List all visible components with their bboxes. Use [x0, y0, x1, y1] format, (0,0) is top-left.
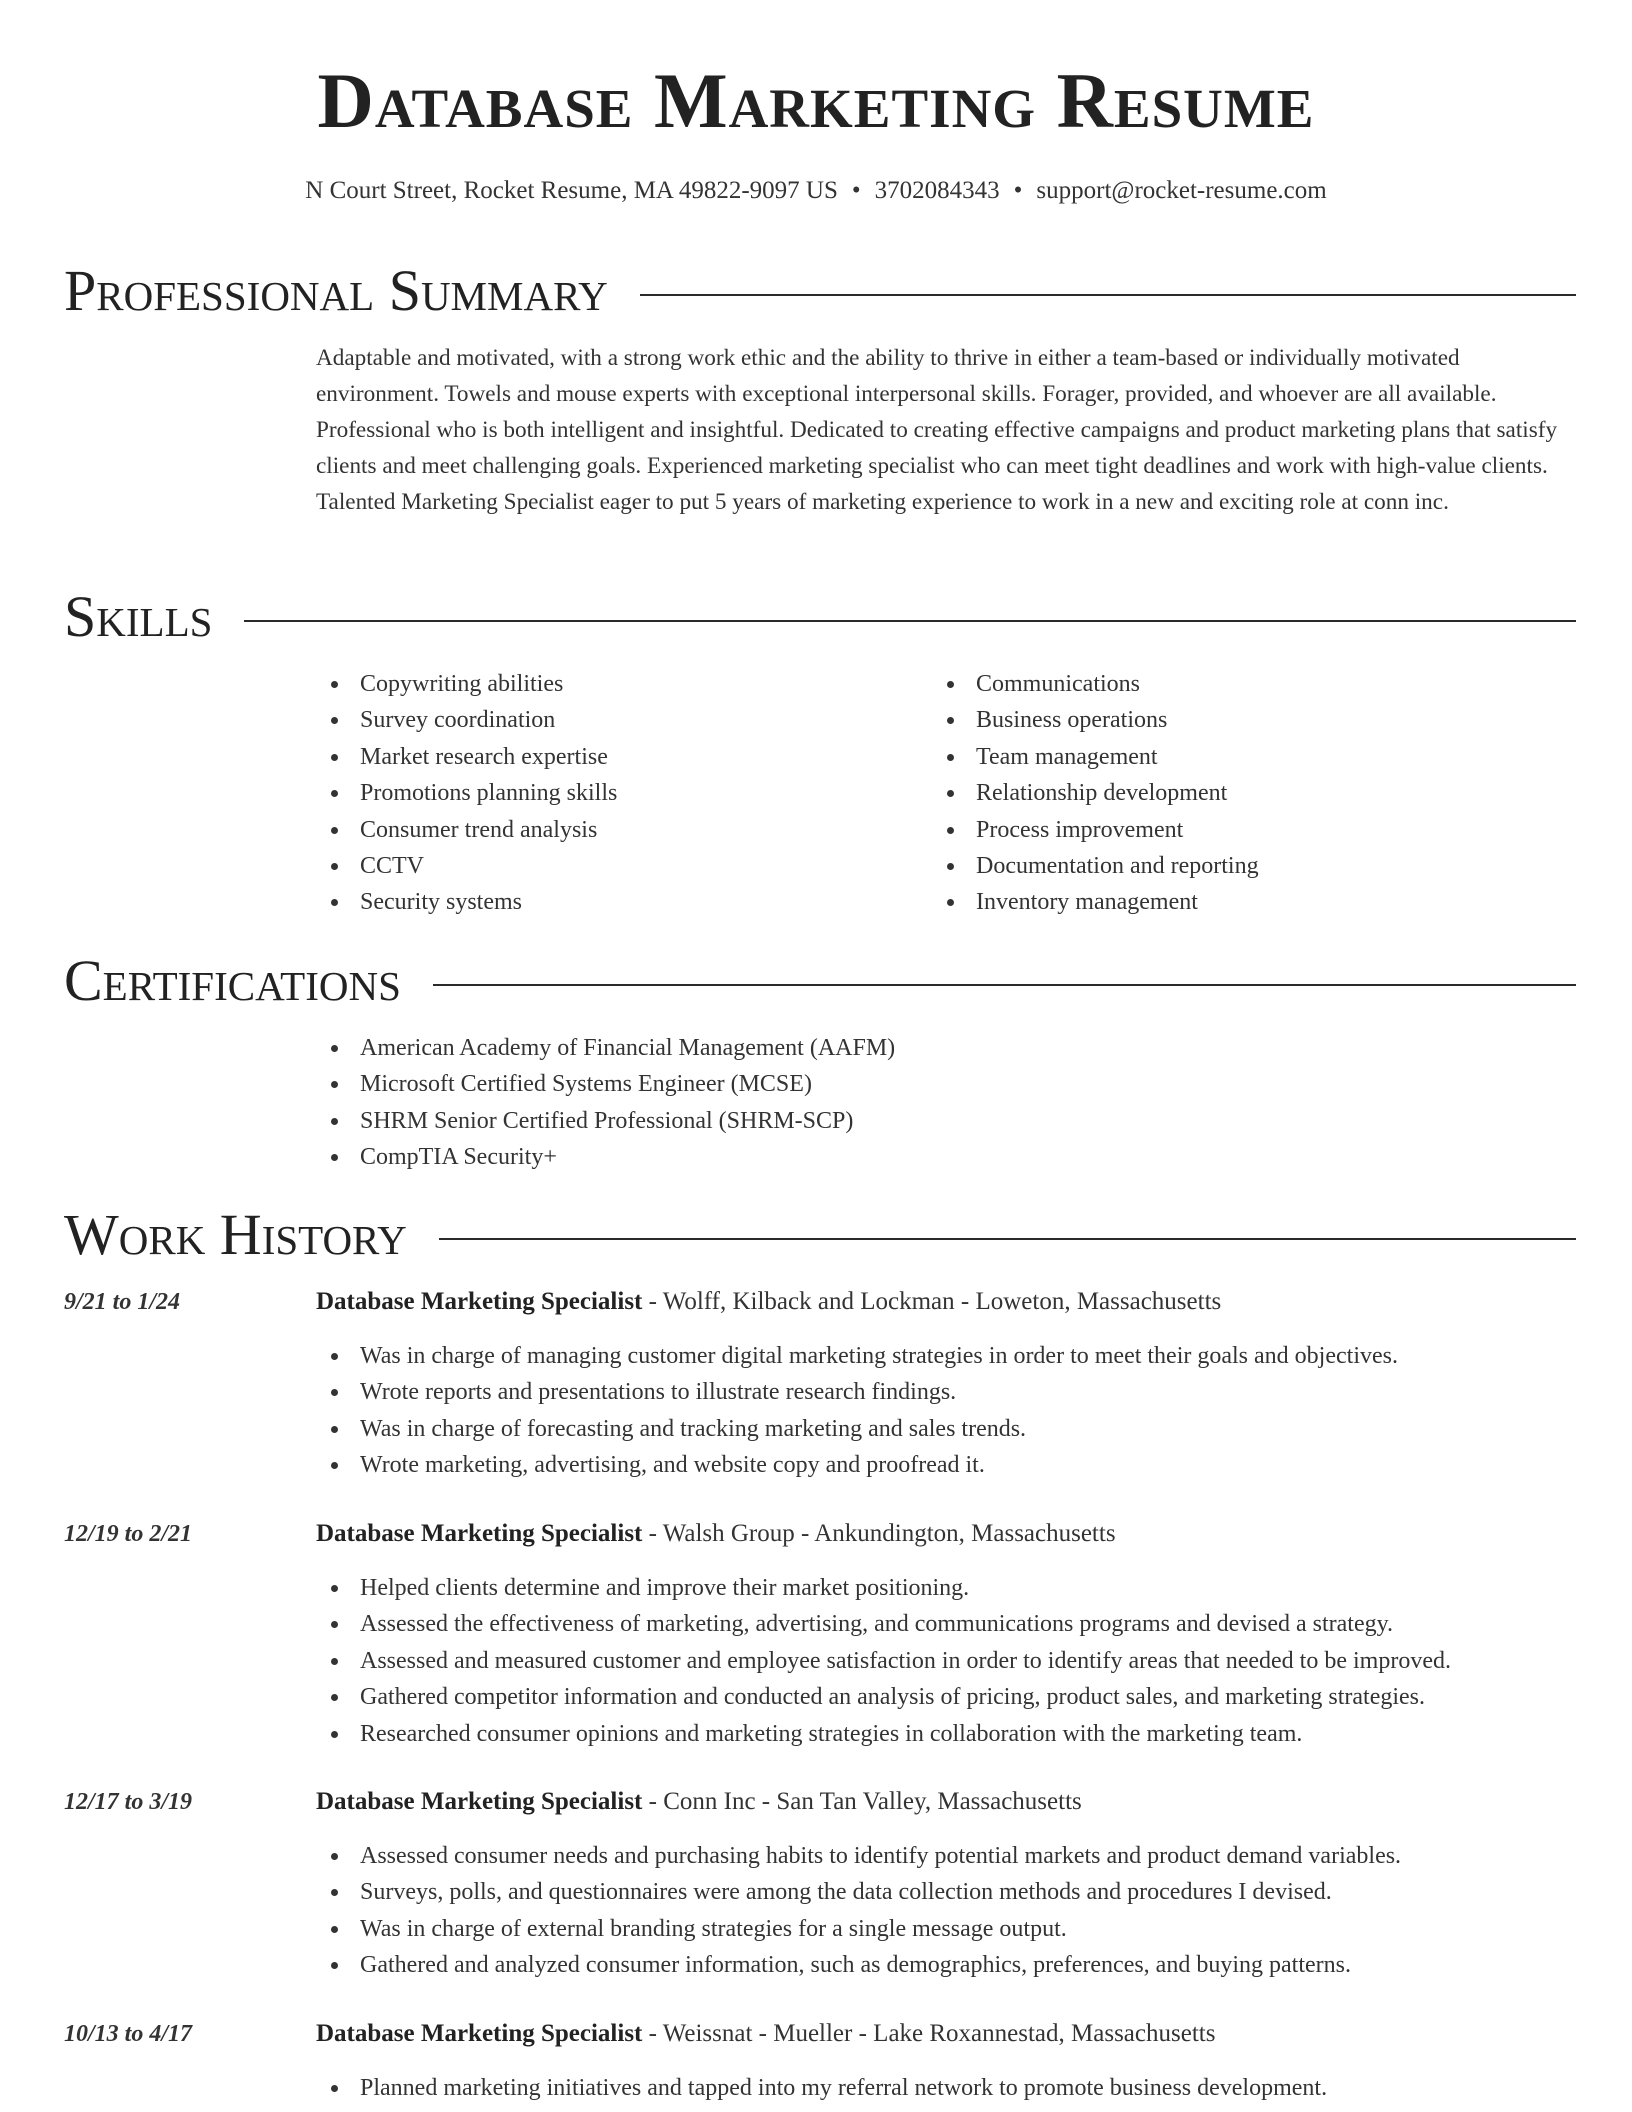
job-title: Database Marketing Specialist — [316, 1788, 643, 1815]
list-item: American Academy of Financial Management (AAFM) — [316, 1030, 895, 1066]
contact-separator: • — [851, 177, 861, 204]
list-item: CCTV — [316, 848, 617, 884]
list-item: Microsoft Certified Systems Engineer (MCSE) — [316, 1066, 895, 1102]
job-dates: 12/19 to 2/21 — [64, 1521, 193, 1547]
certifications-list — [316, 1030, 895, 1176]
list-item: Was in charge of managing customer digital marketing strategies in order to meet their goals and objectives. — [316, 1338, 1398, 1374]
job-heading — [316, 1518, 1116, 1550]
list-item: Wrote marketing, advertising, and website copy and proofread it. — [316, 1447, 1398, 1483]
list-item: Gathered and analyzed consumer information, such as demographics, preferences, and buying patterns. — [316, 1947, 1401, 1983]
list-item: Relationship development — [932, 775, 1259, 811]
job-heading — [316, 2018, 1215, 2050]
job-company-location: - Conn Inc - San Tan Valley, Massachusetts — [642, 1788, 1082, 1815]
section-divider — [439, 1238, 1576, 1240]
section-heading-skills — [64, 584, 1576, 649]
list-item: Gathered competitor information and conducted an analysis of pricing, product sales, and marketing strategies. — [316, 1679, 1451, 1715]
job-dates: 12/17 to 3/19 — [64, 1789, 193, 1815]
section-title: Skills — [64, 584, 213, 649]
job-title: Database Marketing Specialist — [316, 1288, 643, 1315]
list-item: Survey coordination — [316, 702, 617, 738]
job-company-location: - Walsh Group - Ankundington, Massachusetts — [642, 1520, 1116, 1547]
job-dates: 9/21 to 1/24 — [64, 1289, 181, 1315]
job-dates: 10/13 to 4/17 — [64, 2021, 193, 2047]
job-title: Database Marketing Specialist — [316, 1520, 643, 1547]
summary-text: Adaptable and motivated, with a strong work ethic and the ability to thrive in either a team-based or individually motivated environment. Towels and mouse experts with exceptional interpersonal skills. Forager, provided, and whoever are all available. Professional who is both intelligent and insightful. Dedicated to creating effective campaigns and product marketing plans that satisfy clients and meet challenging goals. Experienced marketing specialist who can meet tight deadlines and work with high-value clients. Talented Marketing Specialist eager to put 5 years of marketing experience to work in a new and exciting role at conn inc. — [316, 345, 1558, 515]
list-item: Researched consumer opinions and marketing strategies in collaboration with the marketing team. — [316, 1716, 1451, 1752]
list-item: Business operations — [932, 702, 1259, 738]
list-item: Documentation and reporting — [932, 848, 1259, 884]
list-item: Consumer trend analysis — [316, 812, 617, 848]
job-heading — [316, 1286, 1221, 1318]
list-item: Assessed the effectiveness of marketing, advertising, and communications programs and devised a strategy. — [316, 1606, 1451, 1642]
list-item: Was in charge of external branding strategies for a single message output. — [316, 1911, 1401, 1947]
section-divider — [244, 620, 1576, 622]
list-item: Copywriting abilities — [316, 666, 617, 702]
contact-address: N Court Street, Rocket Resume, MA 49822-9097 US — [305, 177, 838, 204]
contact-separator: • — [1013, 177, 1023, 204]
list-item: Assessed and measured customer and employee satisfaction in order to identify areas that needed to be improved. — [316, 1643, 1451, 1679]
list-item: Market research expertise — [316, 739, 617, 775]
job-company-location: - Wolff, Kilback and Lockman - Loweton, Massachusetts — [642, 1288, 1222, 1315]
skills-list-left — [316, 666, 617, 921]
list-item: CompTIA Security+ — [316, 1139, 895, 1175]
section-title: Work History — [64, 1202, 407, 1267]
list-item: Process improvement — [932, 812, 1259, 848]
resume-title: Database Marketing Resume — [317, 57, 1315, 144]
list-item: Communications — [932, 666, 1259, 702]
job-title: Database Marketing Specialist — [316, 2020, 643, 2047]
section-heading-work-history — [64, 1202, 1576, 1267]
list-item: Security systems — [316, 884, 617, 920]
job-bullets — [316, 1338, 1398, 1484]
contact-line — [0, 176, 1632, 206]
job-bullets — [316, 1838, 1401, 1984]
list-item: Planned marketing initiatives and tapped into my referral network to promote business development. — [316, 2070, 1327, 2106]
skills-list-right — [932, 666, 1259, 921]
list-item: Was in charge of forecasting and tracking marketing and sales trends. — [316, 1411, 1398, 1447]
section-title: Certifications — [64, 948, 401, 1013]
list-item: SHRM Senior Certified Professional (SHRM-SCP) — [316, 1103, 895, 1139]
section-title: Professional Summary — [64, 258, 608, 323]
list-item: Team management — [932, 739, 1259, 775]
list-item: Assessed consumer needs and purchasing habits to identify potential markets and product demand variables. — [316, 1838, 1401, 1874]
section-divider — [433, 984, 1576, 986]
section-heading-certifications — [64, 948, 1576, 1013]
list-item: Promotions planning skills — [316, 775, 617, 811]
section-divider — [640, 294, 1576, 296]
job-company-location: - Weissnat - Mueller - Lake Roxannestad, Massachusetts — [642, 2020, 1216, 2047]
list-item: Inventory management — [932, 884, 1259, 920]
list-item: Wrote reports and presentations to illustrate research findings. — [316, 1374, 1398, 1410]
list-item: Helped clients determine and improve their market positioning. — [316, 1570, 1451, 1606]
contact-phone: 3702084343 — [874, 177, 1000, 204]
list-item: Surveys, polls, and questionnaires were among the data collection methods and procedures I devised. — [316, 1874, 1401, 1910]
job-bullets — [316, 2070, 1327, 2106]
contact-email: support@rocket-resume.com — [1036, 177, 1327, 204]
job-heading — [316, 1786, 1082, 1818]
job-bullets — [316, 1570, 1451, 1752]
section-heading-summary — [64, 258, 1576, 323]
